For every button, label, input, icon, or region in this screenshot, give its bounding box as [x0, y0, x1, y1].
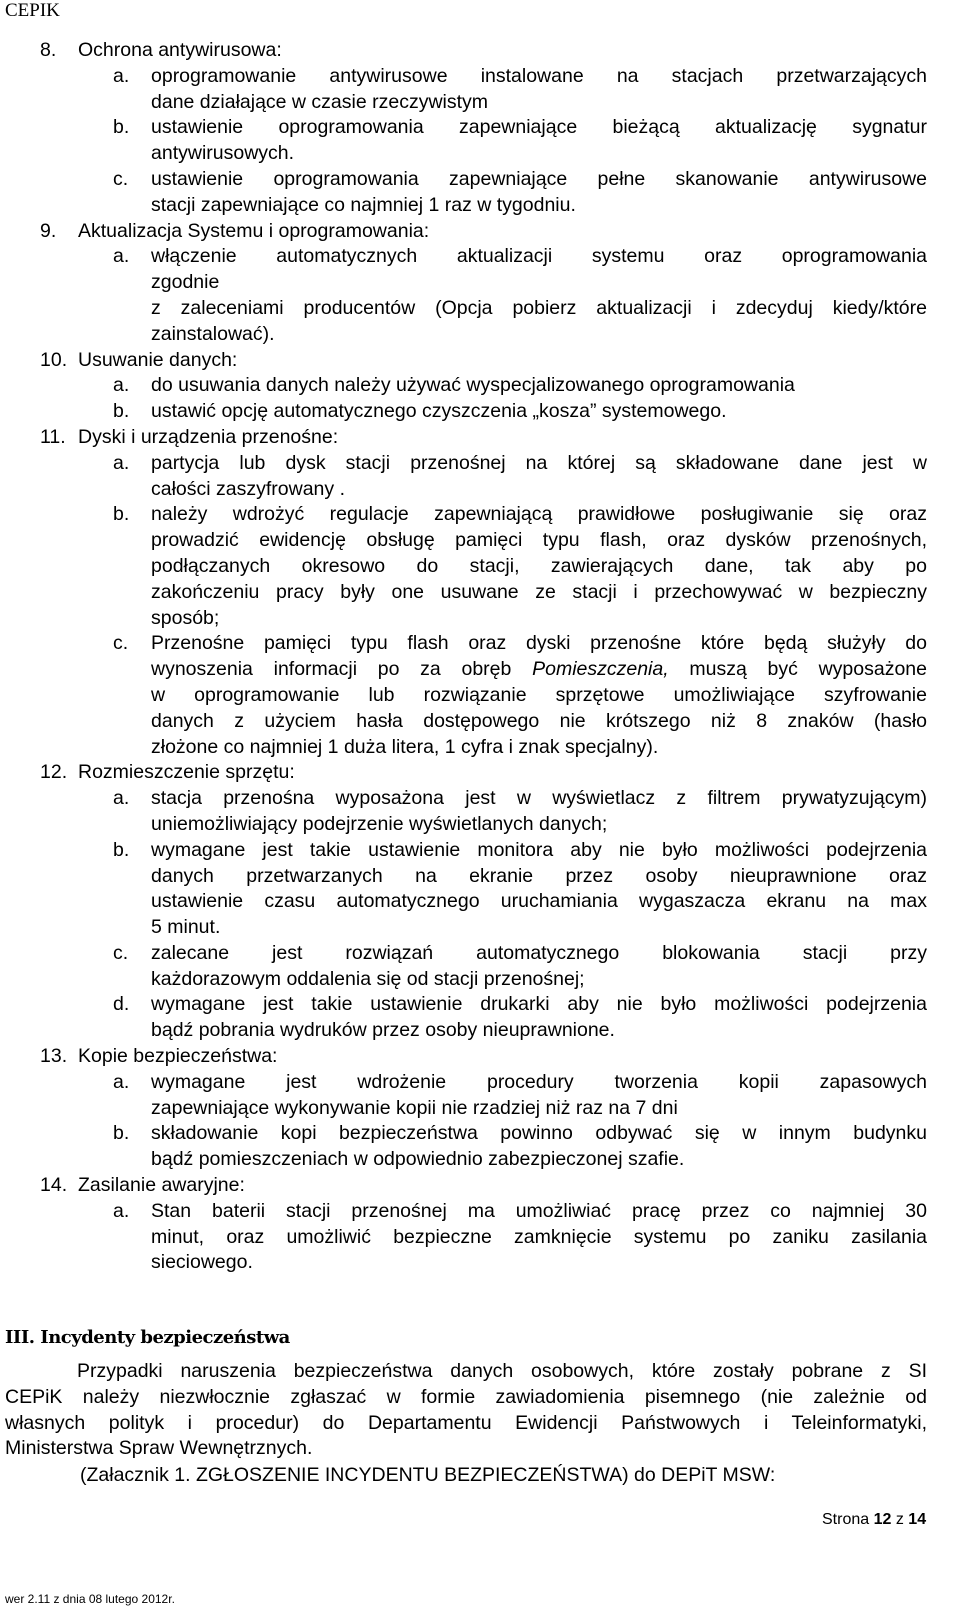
sub-item-line	[0, 477, 960, 503]
sub-item-text: partycja lub dysk stacji przenośnej na której są składowane dane jest w	[151, 451, 927, 474]
sub-item-line	[0, 528, 960, 554]
sub-item-text: uniemożliwiający podejrzenie wyświetlanych danych;	[151, 812, 608, 835]
sub-item-line	[0, 296, 960, 322]
list-item-heading	[0, 760, 960, 786]
list-item-heading	[0, 425, 960, 451]
sub-item-line	[0, 244, 960, 270]
sub-item-text: zalecane jest rozwiązań automatycznego blokowania stacji przy	[151, 941, 927, 964]
section-heading: III. Incydenty bezpieczeństwa	[5, 1327, 290, 1348]
sub-item-text: bądź pobrania wydruków przez osoby nieuprawnione.	[151, 1019, 615, 1042]
list-item-heading	[0, 1173, 960, 1199]
list-item-number: 9.	[40, 219, 57, 242]
page-total: 14	[908, 1511, 927, 1528]
sub-item-line	[0, 1096, 960, 1122]
sub-item-text: ustawienie czasu automatycznego uruchamiania wygaszacza ekranu na max	[151, 890, 927, 913]
sub-item-line	[0, 657, 960, 683]
page-current: 12	[873, 1511, 892, 1528]
sub-item-text: wymagane jest wdrożenie procedury tworzenia kopii zapasowych	[151, 1070, 927, 1093]
sub-item-text: ustawienie oprogramowania zapewniające pełne skanowanie antywirusowe	[151, 167, 927, 190]
list-item-number: 8.	[40, 39, 57, 61]
sub-item-text: z zaleceniami producentów (Opcja pobierz aktualizacji i zdecyduj kiedy/które	[151, 296, 927, 319]
sub-item-text: prowadzić ewidencję obsługę pamięci typu flash, oraz dysków przenośnych,	[151, 529, 927, 552]
sub-item-text: w oprogramowanie lub rozwiązanie sprzętowe umożliwiające szyfrowanie	[151, 683, 927, 706]
sub-item-text: bądź pomieszczeniach w odpowiednio zabezpieczonej szafie.	[151, 1148, 685, 1171]
list-item-title: Dyski i urządzenia przenośne:	[78, 425, 339, 448]
sub-item-text: ustawić opcję automatycznego czyszczenia „kosza” systemowego.	[151, 400, 727, 423]
sub-item-text: należy wdrożyć regulacje zapewniającą prawidłowe posługiwanie się oraz	[151, 503, 927, 526]
sub-item-line	[0, 967, 960, 993]
sub-item-text: stacji zapewniające co najmniej 1 raz w tygodniu.	[151, 193, 576, 216]
sub-item-text: 5 minut.	[151, 916, 221, 939]
list-item-title: Usuwanie danych:	[78, 348, 238, 371]
sub-item-letter: c.	[113, 941, 129, 964]
sub-item-line	[0, 864, 960, 890]
page-label: Strona	[822, 1511, 870, 1528]
sub-item-letter: b.	[113, 400, 130, 423]
sub-item-letter: a.	[113, 451, 130, 474]
paragraph-line: CEPiK należy niezwłocznie zgłaszać w formie zawiadomienia pisemnego (nie zależnie od	[5, 1385, 927, 1408]
sub-item-line	[0, 193, 960, 219]
sub-item-line	[0, 1225, 960, 1251]
list-item-title: Zasilanie awaryjne:	[78, 1174, 245, 1197]
list-item-title: Rozmieszczenie sprzętu:	[78, 761, 295, 784]
sub-item-line	[0, 1147, 960, 1173]
sub-item-line	[0, 580, 960, 606]
sub-item-letter: a.	[113, 245, 130, 268]
sub-item-line	[0, 322, 960, 348]
sub-item-text: antywirusowych.	[151, 142, 295, 165]
sub-item-line	[0, 1250, 960, 1276]
document-body	[0, 38, 960, 1276]
list-item-title: Kopie bezpieczeństwa:	[78, 1045, 278, 1068]
list-item-heading	[0, 348, 960, 374]
sub-item-letter: d.	[113, 993, 130, 1016]
paragraph-line: Przypadki naruszenia bezpieczeństwa danych osobowych, które zostały pobrane z SI	[77, 1360, 927, 1382]
sub-item-letter: a.	[113, 1070, 130, 1093]
sub-item-text: całości zaszyfrowany .	[151, 477, 345, 500]
sub-item-letter: a.	[113, 64, 130, 87]
sub-item-text: danych przetwarzanych na ekranie przez osoby nieuprawnione oraz	[151, 864, 927, 887]
sub-item-line	[0, 502, 960, 528]
list-item-title: Aktualizacja Systemu i oprogramowania:	[78, 219, 430, 242]
sub-item-letter: c.	[113, 167, 129, 190]
sub-item-text: zgodnie	[151, 271, 220, 294]
annex-reference: (Załacznik 1. ZGŁOSZENIE INCYDENTU BEZPIECZEŃSTWA) do DEPiT MSW:	[80, 1464, 776, 1486]
sub-item-line	[0, 992, 960, 1018]
sub-item-line	[0, 167, 960, 193]
sub-item-line	[0, 631, 960, 657]
sub-item-letter: b.	[113, 838, 130, 861]
list-item-number: 12.	[40, 761, 68, 784]
sub-item-text: zapewniające wykonywanie kopii nie rzadziej niż raz na 7 dni	[151, 1096, 678, 1119]
paragraph-line: własnych polityk i procedur) do Departamentu Ewidencji Państwowych i Teleinformatyki,	[5, 1411, 927, 1434]
sub-item-letter: b.	[113, 503, 130, 526]
sub-item-line	[0, 889, 960, 915]
list-item-number: 13.	[40, 1045, 68, 1068]
sub-item-text: dane działające w czasie rzeczywistym	[151, 90, 489, 113]
sub-item-line	[0, 270, 960, 296]
sub-item-text: wymagane jest takie ustawienie drukarki aby nie było możliwości podejrzenia	[151, 993, 927, 1016]
sub-item-line	[0, 1070, 960, 1096]
sub-item-line	[0, 1018, 960, 1044]
sub-item-line	[0, 451, 960, 477]
list-item-number: 11.	[40, 425, 66, 448]
sub-item-line	[0, 64, 960, 90]
page-sep: z	[895, 1511, 904, 1528]
sub-item-line	[0, 373, 960, 399]
version-note: wer 2.11 z dnia 08 lutego 2012r.	[5, 1592, 175, 1606]
sub-item-text: wynoszenia informacji po za obręb Pomieszczenia, muszą być wyposażone	[151, 658, 927, 681]
sub-item-line	[0, 606, 960, 632]
list-item-number: 14.	[40, 1174, 68, 1197]
list-item-heading	[0, 38, 960, 64]
sub-item-text: wymagane jest takie ustawienie monitora aby nie było możliwości podejrzenia	[151, 838, 927, 861]
sub-item-text: zainstalować).	[151, 322, 275, 345]
sub-item-line	[0, 709, 960, 735]
sub-item-letter: a.	[113, 1199, 130, 1222]
sub-item-line	[0, 1199, 960, 1225]
sub-item-letter: b.	[113, 116, 130, 139]
sub-item-text: sposób;	[151, 606, 220, 629]
sub-item-text: danych z użyciem hasła dostępowego nie krótszego niż 8 znaków (hasło	[151, 709, 927, 732]
sub-item-line	[0, 115, 960, 141]
paragraph-line: Ministerstwa Spraw Wewnętrznych.	[5, 1437, 313, 1460]
sub-item-line	[0, 812, 960, 838]
sub-item-letter: a.	[113, 787, 130, 810]
document-header: CEPIK	[5, 0, 60, 21]
list-item-heading	[0, 219, 960, 245]
sub-item-text: stacja przenośna wyposażona jest w wyświetlacz z filtrem prywatyzującym)	[151, 787, 927, 810]
sub-item-line	[0, 786, 960, 812]
sub-item-line	[0, 90, 960, 116]
sub-item-line	[0, 399, 960, 425]
sub-item-text: Stan baterii stacji przenośnej ma umożliwiać pracę przez co najmniej 30	[151, 1199, 927, 1222]
sub-item-text: podłączanych okresowo do stacji, zawierających dane, tak aby po	[151, 554, 927, 577]
list-item-number: 10.	[40, 348, 68, 371]
sub-item-line	[0, 915, 960, 941]
sub-item-text: do usuwania danych należy używać wyspecjalizowanego oprogramowania	[151, 374, 795, 397]
sub-item-letter: a.	[113, 374, 130, 397]
sub-item-text: składowanie kopi bezpieczeństwa powinno odbywać się w innym budynku	[151, 1122, 927, 1145]
list-item-heading	[0, 1044, 960, 1070]
sub-item-text: każdorazowym oddalenia się od stacji przenośnej;	[151, 967, 585, 990]
sub-item-text: sieciowego.	[151, 1251, 253, 1274]
page-number	[822, 1511, 926, 1529]
sub-item-text: złożone co najmniej 1 duża litera, 1 cyfra i znak specjalny).	[151, 735, 659, 758]
sub-item-letter: b.	[113, 1122, 130, 1145]
sub-item-letter: c.	[113, 632, 129, 655]
sub-item-line	[0, 554, 960, 580]
sub-item-line	[0, 1121, 960, 1147]
sub-item-line	[0, 683, 960, 709]
sub-item-line	[0, 735, 960, 761]
sub-item-line	[0, 838, 960, 864]
sub-item-text: minut, oraz umożliwić bezpieczne zamknięcie systemu po zaniku zasilania	[151, 1225, 927, 1248]
section-paragraph	[5, 1359, 927, 1462]
sub-item-text: oprogramowanie antywirusowe instalowane na stacjach przetwarzających	[151, 64, 927, 87]
sub-item-text: włączenie automatycznych aktualizacji systemu oraz oprogramowania	[151, 245, 927, 268]
sub-item-text: Przenośne pamięci typu flash oraz dyski przenośne które będą służyły do	[151, 632, 927, 655]
sub-item-text: ustawienie oprogramowania zapewniające bieżącą aktualizację sygnatur	[151, 116, 927, 139]
sub-item-line	[0, 941, 960, 967]
sub-item-line	[0, 141, 960, 167]
list-item-title: Ochrona antywirusowa:	[78, 39, 282, 61]
sub-item-text: zakończeniu pracy były one usuwane ze stacji i przechowywać w bezpieczny	[151, 580, 927, 603]
